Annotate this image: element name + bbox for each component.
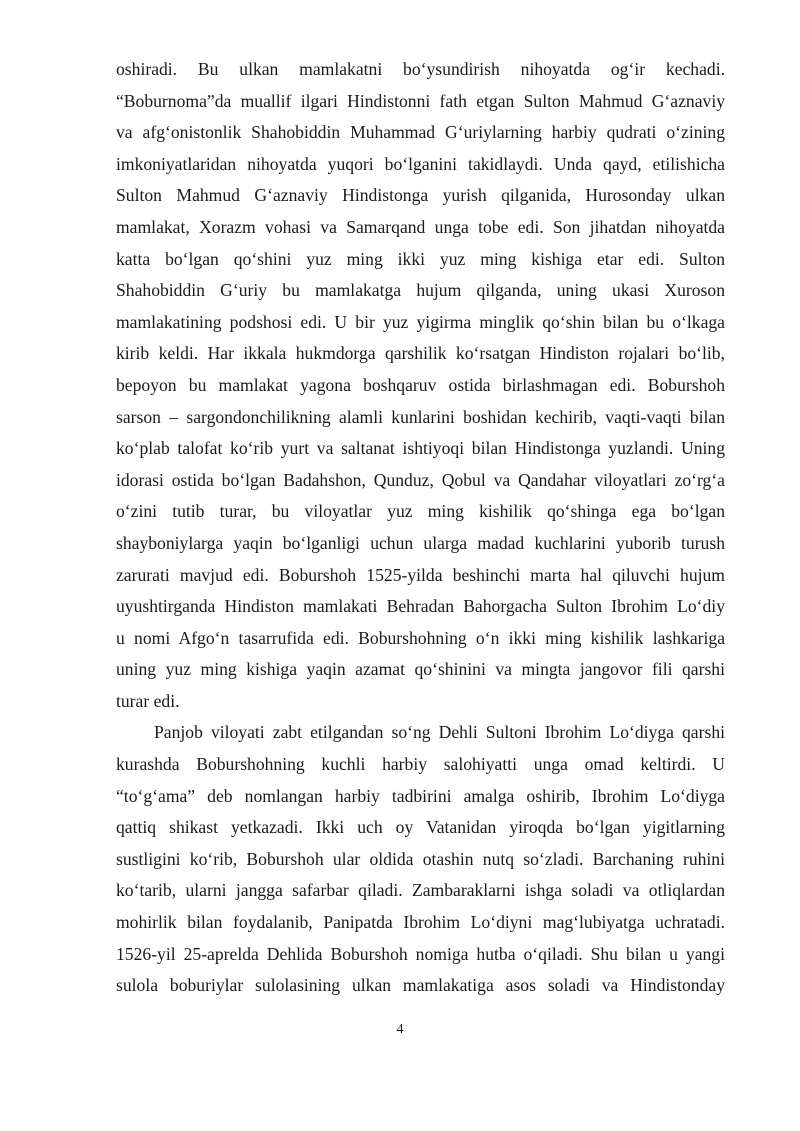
text-line: shayboniylarga yaqin bo‘lganligi uchun ularga madad kuchlarini yuborib turush [116,532,725,553]
text-line: u nomi Afgo‘n tasarrufida edi. Boburshohning o‘n ikki ming kishilik lashkariga [116,627,725,648]
text-line: zarurati mavjud edi. Boburshoh 1525-yilda beshinchi marta hal qiluvchi hujum [116,564,725,585]
text-line: oshiradi. Bu ulkan mamlakatni bo‘ysundirish nihoyatda og‘ir kechadi. [116,59,725,79]
text-line: qattiq shikast yetkazadi. Ikki uch oy Vatanidan yiroqda bo‘lgan yigitlarning [116,817,725,838]
text-line: kirib keldi. Har ikkala hukmdorga qarshilik ko‘rsatgan Hindiston rojalari bo‘lib, [116,343,725,364]
text-line: imkoniyatlaridan nihoyatda yuqori bo‘lganini takidlaydi. Unda qayd, etilishicha [116,153,725,174]
text-line: sustligini ko‘rib, Boburshoh ular oldida otashin nutq so‘zladi. Barchaning ruhini [116,848,725,869]
text-line: bepoyon bu mamlakat yagona boshqaruv ostida birlashmagan edi. Boburshoh [116,374,725,395]
text-line: mohirlik bilan foydalanib, Panipatda Ibrohim Lo‘diyni mag‘lubiyatga uchratadi. [116,912,725,933]
text-line: ko‘plab talofat ko‘rib yurt va saltanat ishtiyoqi bilan Hindistonga yuzlandi. Uning [116,438,725,459]
text-line: Panjob viloyati zabt etilgandan so‘ng Dehli Sultoni Ibrohim Lo‘diyga qarshi [154,722,725,743]
text-line: “to‘g‘ama” deb nomlangan harbiy tadbirini amalga oshirib, Ibrohim Lo‘diyga [116,785,725,806]
body-text [116,54,725,1002]
text-line: va afg‘onistonlik Shahobiddin Muhammad G‘uriylarning harbiy qudrati o‘zining [116,122,725,143]
text-line: uyushtirganda Hindiston mamlakati Behradan Bahorgacha Sulton Ibrohim Lo‘diy [116,596,725,617]
text-line: mamlakatining podshosi edi. U bir yuz yigirma minglik qo‘shin bilan bu o‘lkaga [116,311,725,332]
text-line: kurashda Boburshohning kuchli harbiy salohiyatti unga omad keltirdi. U [116,754,725,775]
text-line: Sulton Mahmud G‘aznaviy Hindistonga yurish qilganida, Hurosonday ulkan [116,185,725,206]
text-line: uning yuz ming kishiga yaqin azamat qo‘shinini va mingta jangovor fili qarshi [116,659,725,680]
page-number: 4 [396,1022,404,1037]
text-line: sulola boburiylar sulolasining ulkan mamlakatiga asos soladi va Hindistonday [116,975,725,996]
text-line: mamlakat, Xorazm vohasi va Samarqand unga tobe edi. Son jihatdan nihoyatda [116,216,725,237]
text-line: sarson – sargondonchilikning alamli kunlarini boshidan kechirib, vaqti-vaqti bilan [116,406,725,427]
text-line: “Boburnoma”da muallif ilgari Hindistonni fath etgan Sulton Mahmud G‘aznaviy [116,90,725,111]
text-line: Shahobiddin G‘uriy bu mamlakatga hujum qilganda, uning ukasi Xuroson [116,280,725,301]
text-line: 1526-yil 25-aprelda Dehlida Boburshoh nomiga hutba o‘qiladi. Shu bilan u yangi [116,943,725,964]
text-line: idorasi ostida bo‘lgan Badahshon, Qunduz, Qobul va Qandahar viloyatlari zo‘rg‘a [116,469,725,490]
text-line: o‘zini tutib turar, bu viloyatlar yuz ming kishilik qo‘shinga ega bo‘lgan [116,501,725,522]
text-line: turar edi. [116,690,180,711]
text-line: katta bo‘lgan qo‘shini yuz ming ikki yuz ming kishiga etar edi. Sulton [116,248,725,269]
text-line: ko‘tarib, ularni jangga safarbar qiladi. Zambaraklarni ishga soladi va otliqlardan [116,880,725,901]
